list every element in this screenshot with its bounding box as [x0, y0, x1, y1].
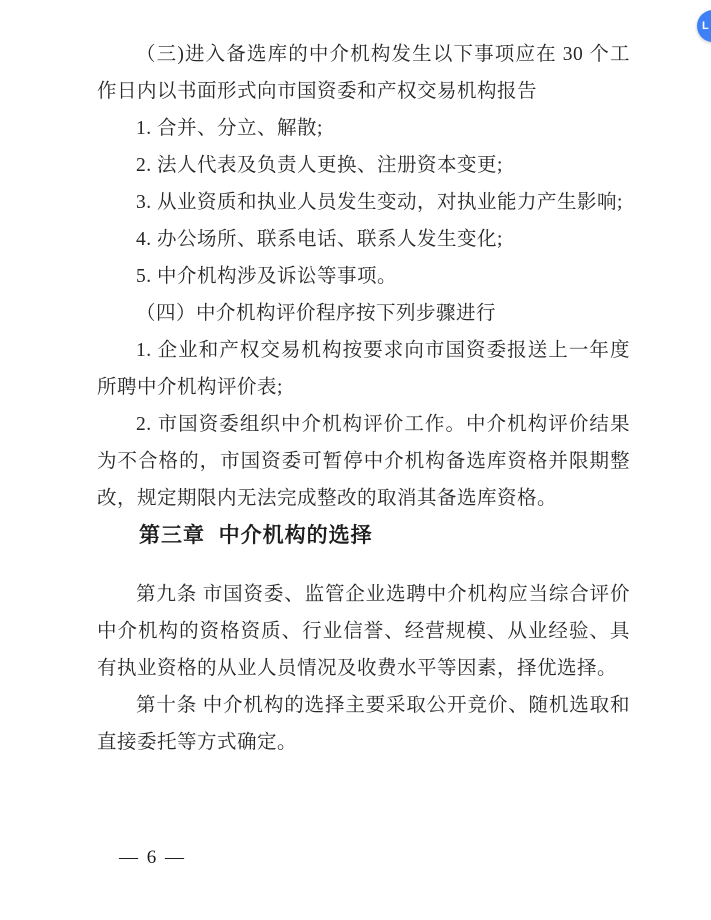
- page-number: — 6 —: [119, 847, 186, 868]
- article-10-paragraph: 第十条 中介机构的选择主要采取公开竞价、随机选取和直接委托等方式确定。: [97, 695, 630, 753]
- evaluation-step-2: 2. 市国资委组织中介机构评价工作。中介机构评价结果为不合格的，市国资委可暂停中介机构备选库资格并限期整改，规定期限内无法完成整改的取消其备选库资格。: [97, 414, 630, 509]
- evaluation-step-1: 1. 企业和产权交易机构按要求向市国资委报送上一年度所聘中介机构评价表;: [97, 340, 630, 398]
- paragraph-report-intro: （三)进入备选库的中介机构发生以下事项应在 30 个工作日内以书面形式向市国资委和产权交易机构报告: [97, 44, 630, 102]
- list-item-4: 4. 办公场所、联系电话、联系人发生变化;: [136, 229, 503, 250]
- list-item-1: 1. 合并、分立、解散;: [136, 118, 323, 139]
- floating-plugin-button[interactable]: [697, 10, 711, 42]
- chapter-heading: 第三章 中介机构的选择: [139, 524, 373, 547]
- paragraph-evaluation-intro: （四）中介机构评价程序按下列步骤进行: [136, 303, 497, 324]
- article-9-paragraph: 第九条 市国资委、监管企业选聘中介机构应当综合评价中介机构的资格资质、行业信誉、经营规模、从业经验、具有执业资格的从业人员情况及收费水平等因素，择优选择。: [97, 584, 630, 679]
- list-item-3: 3. 从业资质和执业人员发生变动，对执业能力产生影响;: [136, 192, 623, 213]
- plugin-badge-icon: L: [702, 20, 709, 32]
- document-body: [97, 36, 630, 761]
- list-item-2: 2. 法人代表及负责人更换、注册资本变更;: [136, 155, 503, 176]
- list-item-5: 5. 中介机构涉及诉讼等事项。: [136, 266, 398, 287]
